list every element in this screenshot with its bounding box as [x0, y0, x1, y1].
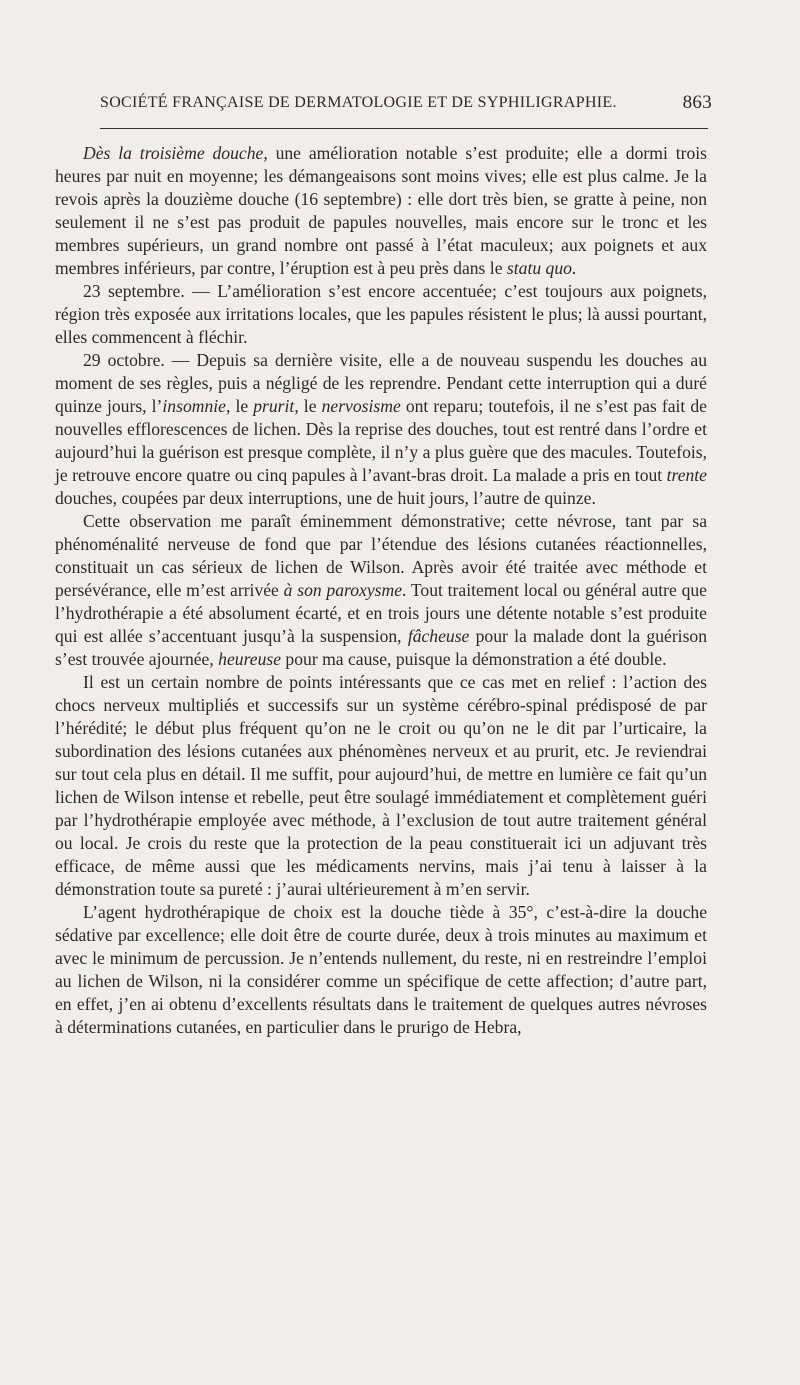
body-text: [55, 142, 707, 1039]
text-run: douches, coupées par deux interruptions, une de huit jours, l’autre de quinze.: [55, 488, 596, 508]
paragraph: [55, 280, 707, 349]
text-run: , le: [294, 396, 322, 416]
italic-text: nervosisme: [321, 396, 401, 416]
paragraph: [55, 349, 707, 510]
running-head: [100, 94, 712, 120]
text-run: pour ma cause, puisque la démonstration a été double.: [281, 649, 667, 669]
italic-text: trente: [666, 465, 707, 485]
text-run: pour la malade dont la guérison s’est trouvée ajournée,: [55, 626, 708, 669]
page-number: 863: [682, 92, 712, 113]
text-run: , le: [225, 396, 254, 416]
italic-text: statu quo: [506, 258, 572, 278]
text-run: Il est un certain nombre de points intéressants que ce cas met en relief : l’action des chocs nerveux multipliés et successifs sur un système cérébro-spinal prédisposé de par l’hérédité; le début plus fréquent qu’on ne le croit ou qu’on ne le dit par l’urticaire, la subordination des lésions cutanées aux phénomènes nerveux et au prurit, etc. Je reviendrai sur tout cela plus en détail. Il me suffit, pour aujourd’hui, de mettre en lumière ce fait qu’un lichen de Wilson intense et rebelle, peut être soulagé immédiatement et complètement guéri par l’hydrothérapie employée avec méthode, à l’exclusion de tout autre traitement général ou local. Je crois du reste que la protection de la peau constituerait ici un adjuvant très efficace, de même aussi que les médicaments nervins, mais j’ai tenu à laisser à la démonstration toute sa pureté : j’aurai ultérieurement à m’en servir.: [55, 672, 707, 899]
text-run: .: [571, 258, 577, 278]
text-run: Cette observation me paraît éminemment démonstrative; cette névrose, tant par sa phénoménalité nerveuse de fond que par l’étendue des lésions cutanées réactionnelles, constituait un cas sérieux de lichen de Wilson. Après avoir été traitée avec méthode et persévérance, elle m’est arrivée: [55, 511, 707, 600]
italic-text: fâcheuse: [407, 626, 470, 646]
paragraph: [55, 510, 707, 671]
paragraph: [55, 901, 707, 1039]
text-run: , une amélioration notable s’est produite; elle a dormi trois heures par nuit en moyenne; les démangeaisons sont moins vives; elle est plus calme. Je la revois après la douzième douche (16 septembre) : elle dort très bien, se gratte à peine, non seulement il ne s’est pas produit de papules nouvelles, mais encore sur le tronc et les membres supérieurs, un grand nombre ont passé à l’état maculeux; aux poignets et aux membres inférieurs, par contre, l’éruption est à peu près dans le: [55, 143, 707, 278]
text-run: . Tout traitement local ou général autre que l’hydrothérapie a été absolument écarté, et en trois jours une détente notable s’est produite qui est allée s’accentuant jusqu’à la suspension,: [55, 580, 707, 646]
paragraph: [55, 142, 707, 280]
running-title: SOCIÉTÉ FRANÇAISE DE DERMATOLOGIE ET DE SYPHILIGRAPHIE.: [100, 94, 617, 111]
text-run: L’agent hydrothérapique de choix est la douche tiède à 35°, c’est-à-dire la douche sédative par excellence; elle doit être de courte durée, deux à trois minutes au maximum et avec le minimum de percussion. Je n’entends nullement, du reste, ni en restreindre l’emploi au lichen de Wilson, ni la considérer comme un spécifique de cette affection; d’autre part, en effet, j’en ai obtenu d’excellents résultats dans le traitement de quelques autres névroses à déterminations cutanées, en particulier dans le prurigo de Hebra,: [55, 902, 707, 1037]
italic-text: Dès la troisième douche: [83, 143, 264, 163]
paragraph: [55, 671, 707, 901]
text-run: 29 octobre. — Depuis sa dernière visite, elle a de nouveau suspendu les douches au moment de ses règles, puis a négligé de les reprendre. Pendant cette interruption qui a duré quinze jours, l’: [55, 350, 707, 416]
header-rule: [100, 128, 708, 129]
italic-text: heureuse: [218, 649, 282, 669]
italic-text: insomnie: [162, 396, 226, 416]
text-run: 23 septembre. — L’amélioration s’est encore accentuée; c’est toujours aux poignets, région très exposée aux irritations locales, que les papules résistent le plus; là aussi pourtant, elles commencent à fléchir.: [55, 281, 707, 347]
text-run: ont reparu; toutefois, il ne s’est pas fait de nouvelles efflorescences de lichen. Dès la reprise des douches, tout est rentré dans l’ordre et aujourd’hui la guérison est presque complète, il n’y a plus guère que des macules. Toutefois, je retrouve encore quatre ou cinq papules à l’avant-bras droit. La malade a pris en tout: [55, 396, 707, 485]
italic-text: prurit: [253, 396, 295, 416]
italic-text: à son paroxysme: [283, 580, 403, 600]
